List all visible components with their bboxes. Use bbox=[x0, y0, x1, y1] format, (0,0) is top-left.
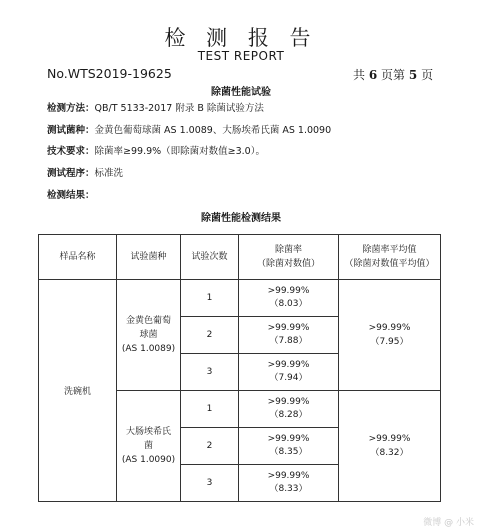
page-mid: 页第 bbox=[381, 68, 406, 82]
log-value: （7.88） bbox=[269, 336, 308, 346]
page-suffix: 页 bbox=[421, 68, 434, 82]
log-value: （8.35） bbox=[269, 447, 308, 457]
page-info bbox=[353, 66, 433, 83]
rate-cell bbox=[239, 317, 339, 354]
header-count: 试验次数 bbox=[181, 235, 239, 280]
strain-line1: 金黄色葡萄 bbox=[125, 316, 171, 326]
rate-value: >99.99% bbox=[267, 323, 310, 333]
rate-cell bbox=[239, 354, 339, 391]
test-count-cell: 3 bbox=[181, 465, 239, 502]
field-requirement bbox=[47, 143, 265, 157]
rate-value: >99.99% bbox=[267, 434, 310, 444]
section-title: 除菌性能试验 bbox=[211, 87, 271, 98]
field-result bbox=[47, 187, 95, 201]
header-sample: 样品名称 bbox=[39, 235, 117, 280]
test-count-cell: 2 bbox=[181, 428, 239, 465]
field-test-method bbox=[47, 100, 264, 114]
page-total: 6 bbox=[368, 68, 378, 82]
field-value: QB/T 5133-2017 附录 B 除菌试验方法 bbox=[94, 103, 264, 114]
avg-log-value: （7.95） bbox=[370, 337, 409, 347]
strain-line2: 球菌 bbox=[139, 330, 158, 340]
header-rate bbox=[239, 235, 339, 280]
rate-value: >99.99% bbox=[267, 397, 310, 407]
rate-value: >99.99% bbox=[267, 286, 310, 296]
watermark: 微博 @ 小米 bbox=[423, 518, 474, 528]
strain-line3: (AS 1.0089) bbox=[121, 344, 176, 354]
avg-cell bbox=[339, 280, 441, 391]
report-title-en: TEST REPORT bbox=[197, 49, 285, 63]
rate-cell bbox=[239, 280, 339, 317]
avg-rate-value: >99.99% bbox=[368, 323, 411, 333]
test-count-cell: 3 bbox=[181, 354, 239, 391]
field-test-strain bbox=[47, 122, 331, 136]
rate-value: >99.99% bbox=[267, 471, 310, 481]
field-value: 金黄色葡萄球菌 AS 1.0089、大肠埃希氏菌 AS 1.0090 bbox=[94, 125, 332, 136]
rate-value: >99.99% bbox=[267, 360, 310, 370]
table-row bbox=[39, 280, 441, 317]
sample-name-cell: 洗碗机 bbox=[39, 280, 117, 502]
report-title-cn: 检 测 报 告 bbox=[164, 26, 318, 50]
test-count-cell: 2 bbox=[181, 317, 239, 354]
field-label: 检测结果： bbox=[47, 190, 95, 201]
page-prefix: 共 bbox=[353, 68, 366, 82]
log-value: （7.94） bbox=[269, 373, 308, 383]
test-count-cell: 1 bbox=[181, 280, 239, 317]
rate-cell bbox=[239, 391, 339, 428]
header-avg-line1: 除菌率平均值 bbox=[362, 245, 417, 255]
field-label: 技术要求： bbox=[47, 146, 95, 157]
log-value: （8.03） bbox=[269, 299, 308, 309]
strain-line2: 菌 bbox=[143, 441, 153, 451]
field-label: 检测方法： bbox=[47, 103, 95, 114]
rate-cell bbox=[239, 465, 339, 502]
header-rate-line1: 除菌率 bbox=[274, 245, 302, 255]
header-strain: 试验菌种 bbox=[117, 235, 181, 280]
field-label: 测试程序： bbox=[47, 168, 95, 179]
avg-log-value: （8.32） bbox=[370, 448, 409, 458]
field-value: 标准洗 bbox=[94, 168, 124, 179]
test-count-cell: 1 bbox=[181, 391, 239, 428]
log-value: （8.33） bbox=[269, 484, 308, 494]
header-avg bbox=[339, 235, 441, 280]
header-rate-line2: （除菌对数值） bbox=[256, 259, 320, 269]
header-avg-line2: （除菌对数值平均值） bbox=[344, 259, 435, 269]
report-number: No.WTS2019-19625 bbox=[47, 66, 172, 81]
strain-cell bbox=[117, 391, 181, 502]
strain-line3: (AS 1.0090) bbox=[121, 455, 176, 465]
field-value: 除菌率≥99.9%（即除菌对数值≥3.0）。 bbox=[94, 146, 265, 157]
rate-cell bbox=[239, 428, 339, 465]
table-title: 除菌性能检测结果 bbox=[201, 213, 281, 224]
field-test-program bbox=[47, 165, 123, 179]
strain-cell bbox=[117, 280, 181, 391]
log-value: （8.28） bbox=[269, 410, 308, 420]
table-header-row bbox=[39, 235, 441, 280]
page-current: 5 bbox=[408, 68, 418, 82]
field-label: 测试菌种： bbox=[47, 125, 95, 136]
avg-rate-value: >99.99% bbox=[368, 434, 411, 444]
results-table bbox=[38, 234, 441, 502]
avg-cell bbox=[339, 391, 441, 502]
strain-line1: 大肠埃希氏 bbox=[125, 427, 171, 437]
